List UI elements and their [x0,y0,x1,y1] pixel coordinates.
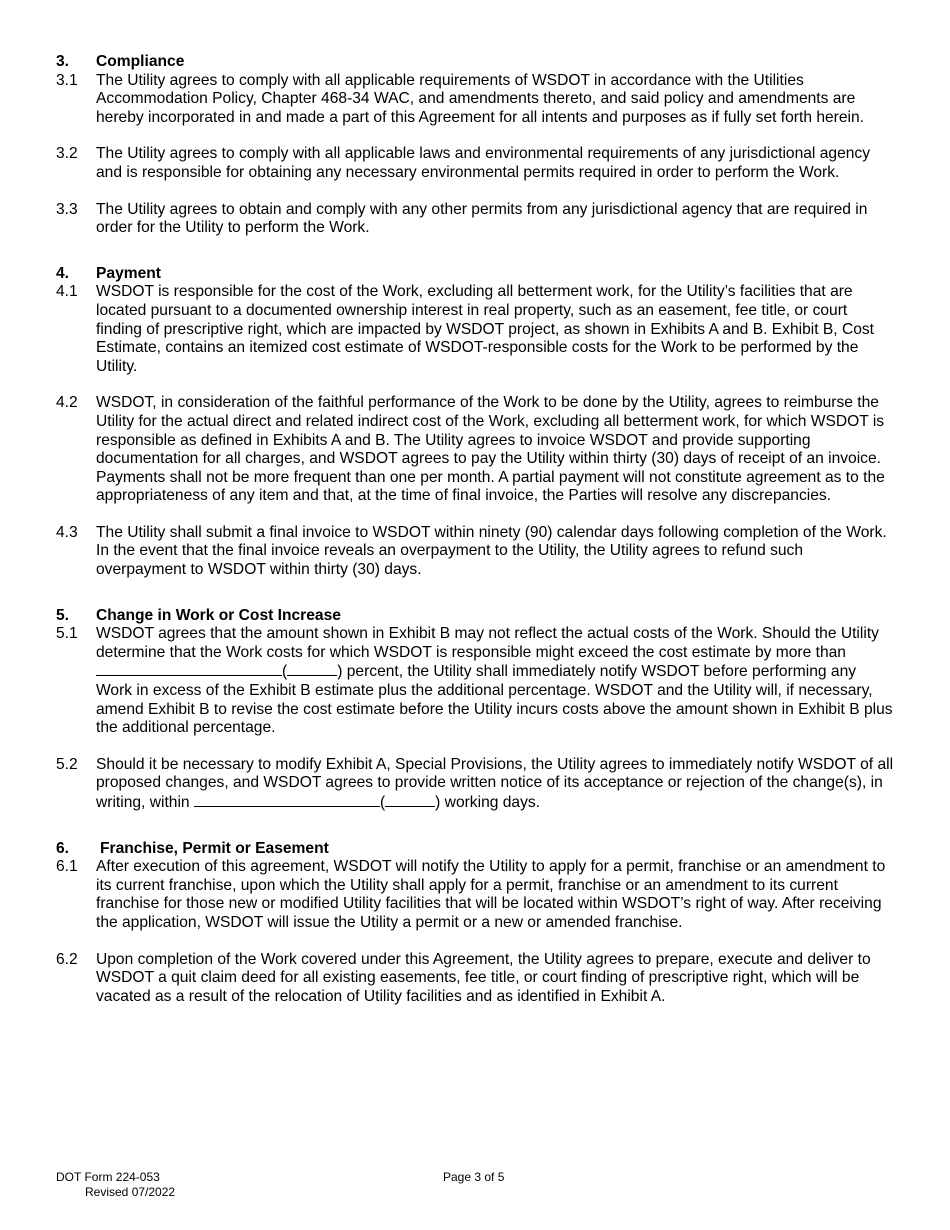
paragraph-5-2 [56,756,896,813]
days-number-blank[interactable] [385,793,435,807]
section-number: 4. [56,264,70,282]
paragraph-number: 3.1 [56,71,78,89]
section-heading-change-in-work [56,607,896,626]
days-words-blank[interactable] [194,793,380,807]
document-body [56,53,896,1006]
form-number: DOT Form 224-053 [56,1170,160,1184]
paragraph-3-3 [56,201,896,238]
section-title: Compliance [96,53,185,70]
paragraph-text: Should it be necessary to modify Exhibit A, Special Provisions, the Utility agrees to immediately notify WSDOT of all proposed changes, and WSDOT agrees to provide written notice of its acceptance or rejection of the change(s), in writing, within ( ) working days. [96,755,894,811]
paragraph-3-2 [56,145,896,182]
paragraph-number: 3.3 [56,200,78,218]
section-heading-compliance [56,53,896,72]
paragraph-number: 3.2 [56,145,78,163]
paragraph-6-2 [56,951,896,1007]
section-number: 5. [56,606,70,624]
paragraph-text: The Utility agrees to comply with all applicable laws and environmental requirements of any jurisdictional agency and is responsible for obtaining any necessary environmental permits required in order to perform the Work. [96,145,871,181]
paragraph-text: After execution of this agreement, WSDOT will notify the Utility to apply for a permit, franchise or an amendment to its current franchise, upon which the Utility shall apply for a permit, franchise or an amendment to its current franchise for those new or modified Utility facilities that will be located within WSDOT’s right of way. After receiving the application, WSDOT will issue the Utility a permit or a new or amended franchise. [96,858,886,931]
paragraph-text: The Utility agrees to comply with all applicable requirements of WSDOT in accordance with the Utilities Accommodation Policy, Chapter 468-34 WAC, and amendments thereto, and said policy and amendments are hereby incorporated in and made a part of this Agreement for all intents and purposes as if fully set forth herein. [96,71,864,126]
paragraph-text: WSDOT agrees that the amount shown in Exhibit B may not reflect the actual costs of the Work. Should the Utility determine that the Work costs for which WSDOT is responsible might exceed the cost estimate by more than ( ) percent, the Utility shall immediately notify WSDOT before performing any Work in excess of the Exhibit B estimate plus the additional percentage. WSDOT and the Utility will, if necessary, amend Exhibit B to revise the cost estimate before the Utility incurs costs above the amount shown in Exhibit B plus the additional percentage. [96,625,893,737]
paragraph-number: 4.1 [56,283,78,301]
section-number: 3. [56,53,70,70]
paragraph-number: 6.1 [56,858,78,876]
form-revision: Revised 07/2022 [85,1185,176,1199]
paragraph-number: 4.2 [56,394,78,412]
section-title: Change in Work or Cost Increase [96,606,341,624]
paragraph-text-part: WSDOT agrees that the amount shown in Exhibit B may not reflect the actual costs of the Work. Should the Utility determine that the Work costs for which WSDOT is responsible might exceed the cost estimate by more than [96,625,879,661]
paragraph-text-part: Should it be necessary to modify Exhibit A, Special Provisions, the Utility agrees to immediately notify WSDOT of all proposed changes, and WSDOT agrees to provide written notice of its acceptance or rejection of the change(s), in writing, within [96,755,894,811]
paragraph-text: Upon completion of the Work covered under this Agreement, the Utility agrees to prepare, execute and deliver to WSDOT a quit claim deed for all existing easements, fee title, or court finding of prescriptive right, which will be vacated as a result of the relocation of Utility facilities and as identified in Exhibit A. [96,950,871,1005]
paragraph-text: The Utility shall submit a final invoice to WSDOT within ninety (90) calendar days following completion of the Work. In the event that the final invoice reveals an overpayment to the Utility, the Utility agrees to refund such overpayment to WSDOT within thirty (30) days. [96,523,887,579]
page-number: Page 3 of 5 [443,1170,505,1184]
paragraph-text: The Utility agrees to obtain and comply with any other permits from any jurisdictional agency that are required in order for the Utility to perform the Work. [96,200,868,237]
section-title: Franchise, Permit or Easement [100,839,329,857]
section-heading-payment [56,265,896,284]
section-heading-franchise [56,840,896,859]
paragraph-number: 5.2 [56,755,78,773]
paragraph-4-1 [56,283,896,376]
percent-words-blank[interactable] [96,662,282,676]
paragraph-text-part: working days. [440,794,541,811]
form-identifier [56,1170,175,1200]
percent-number-blank[interactable] [287,662,337,676]
paragraph-number: 5.1 [56,625,78,643]
paragraph-3-1 [56,72,896,128]
paragraph-text-part: percent, the Utility shall immediately notify WSDOT before performing any Work in excess of the Exhibit B estimate plus the additional percentage. WSDOT and the Utility will, if necessary, amend Exhibit B to revise the cost estimate before the Utility incurs costs above the amount shown in Exhibit B plus the additional percentage. [96,663,893,737]
section-number: 6. [56,839,70,857]
paragraph-4-3 [56,524,896,580]
paragraph-5-1 [56,625,896,738]
paragraph-4-2 [56,394,896,506]
section-title: Payment [96,264,162,282]
paragraph-6-1 [56,858,896,932]
paragraph-number: 4.3 [56,523,78,541]
paragraph-number: 6.2 [56,950,78,968]
paragraph-text: WSDOT is responsible for the cost of the Work, excluding all betterment work, for the Utility’s facilities that are located pursuant to a documented ownership interest in real property, such as an easement, fee title, or court finding of prescriptive right, which are impacted by WSDOT project, as shown in Exhibits A and B. Exhibit B, Cost Estimate, contains an itemized cost estimate of WSDOT-responsible costs for the Work to be performed by the Utility. [96,283,875,375]
paragraph-text: WSDOT, in consideration of the faithful performance of the Work to be done by the Utility, agrees to reimburse the Utility for the actual direct and related indirect cost of the Work, excluding all betterment work, for which WSDOT is responsible as defined in Exhibits A and B. The Utility agrees to invoice WSDOT and provide supporting documentation for all charges, and WSDOT agrees to pay the Utility within thirty (30) days of receipt of an invoice. Payments shall not be more frequent than one per month. A partial payment will not constitute agreement as to the appropriateness of any item and that, at the time of final invoice, the Parties will resolve any discrepancies. [96,394,885,505]
